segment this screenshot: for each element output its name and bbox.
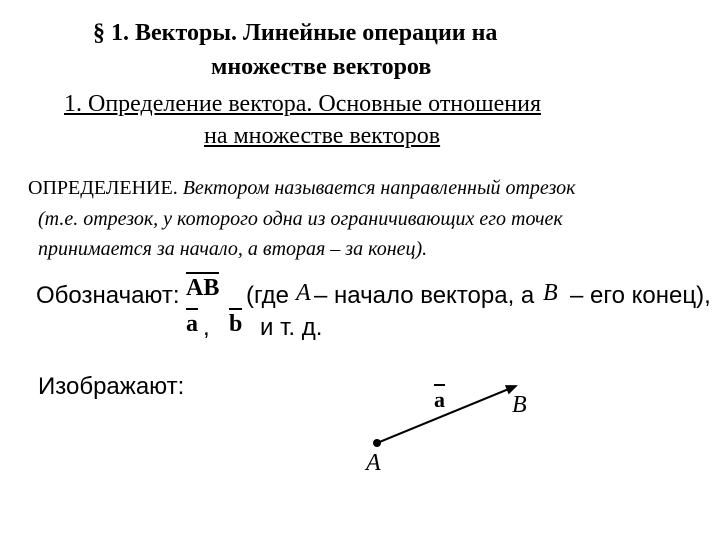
- depiction-label: Изображают:: [38, 373, 185, 400]
- point-B-label: B: [512, 392, 527, 418]
- notation-comma: ,: [203, 314, 210, 341]
- definition-line3: принимается за начало, а вторая – за конец).: [38, 238, 428, 260]
- notation-text-2: – начало вектора, а: [314, 282, 535, 309]
- vector-AB-symbol: AB: [186, 272, 219, 302]
- notation-text-1: (где: [246, 282, 290, 309]
- vector-a-symbol: a: [186, 308, 198, 338]
- point-A-inline: A: [296, 280, 311, 306]
- subsection-title-line1: 1. Определение вектора. Основные отношения: [64, 91, 542, 117]
- notation-label: Обозначают:: [36, 282, 180, 309]
- vector-a-label: a: [434, 384, 445, 413]
- section-title-line2: множестве векторов: [211, 54, 432, 80]
- notation-text-3: – его конец),: [570, 282, 711, 309]
- vector-arrow: [377, 386, 516, 443]
- definition-line2: (т.е. отрезок, у которого одна из ограничивающих его точек: [38, 208, 563, 230]
- definition-text-1: Вектором называется направленный отрезок: [182, 177, 576, 199]
- section-title-line1: § 1. Векторы. Линейные операции на: [93, 20, 498, 46]
- notation-text-4: и т. д.: [260, 314, 323, 341]
- point-B-inline: B: [543, 280, 558, 306]
- point-A-dot: [373, 439, 381, 447]
- vector-b-symbol: b: [229, 308, 242, 338]
- point-A-label: A: [366, 450, 381, 476]
- definition-term: ОПРЕДЕЛЕНИЕ.: [28, 177, 178, 199]
- subsection-title-line2: на множестве векторов: [204, 123, 441, 149]
